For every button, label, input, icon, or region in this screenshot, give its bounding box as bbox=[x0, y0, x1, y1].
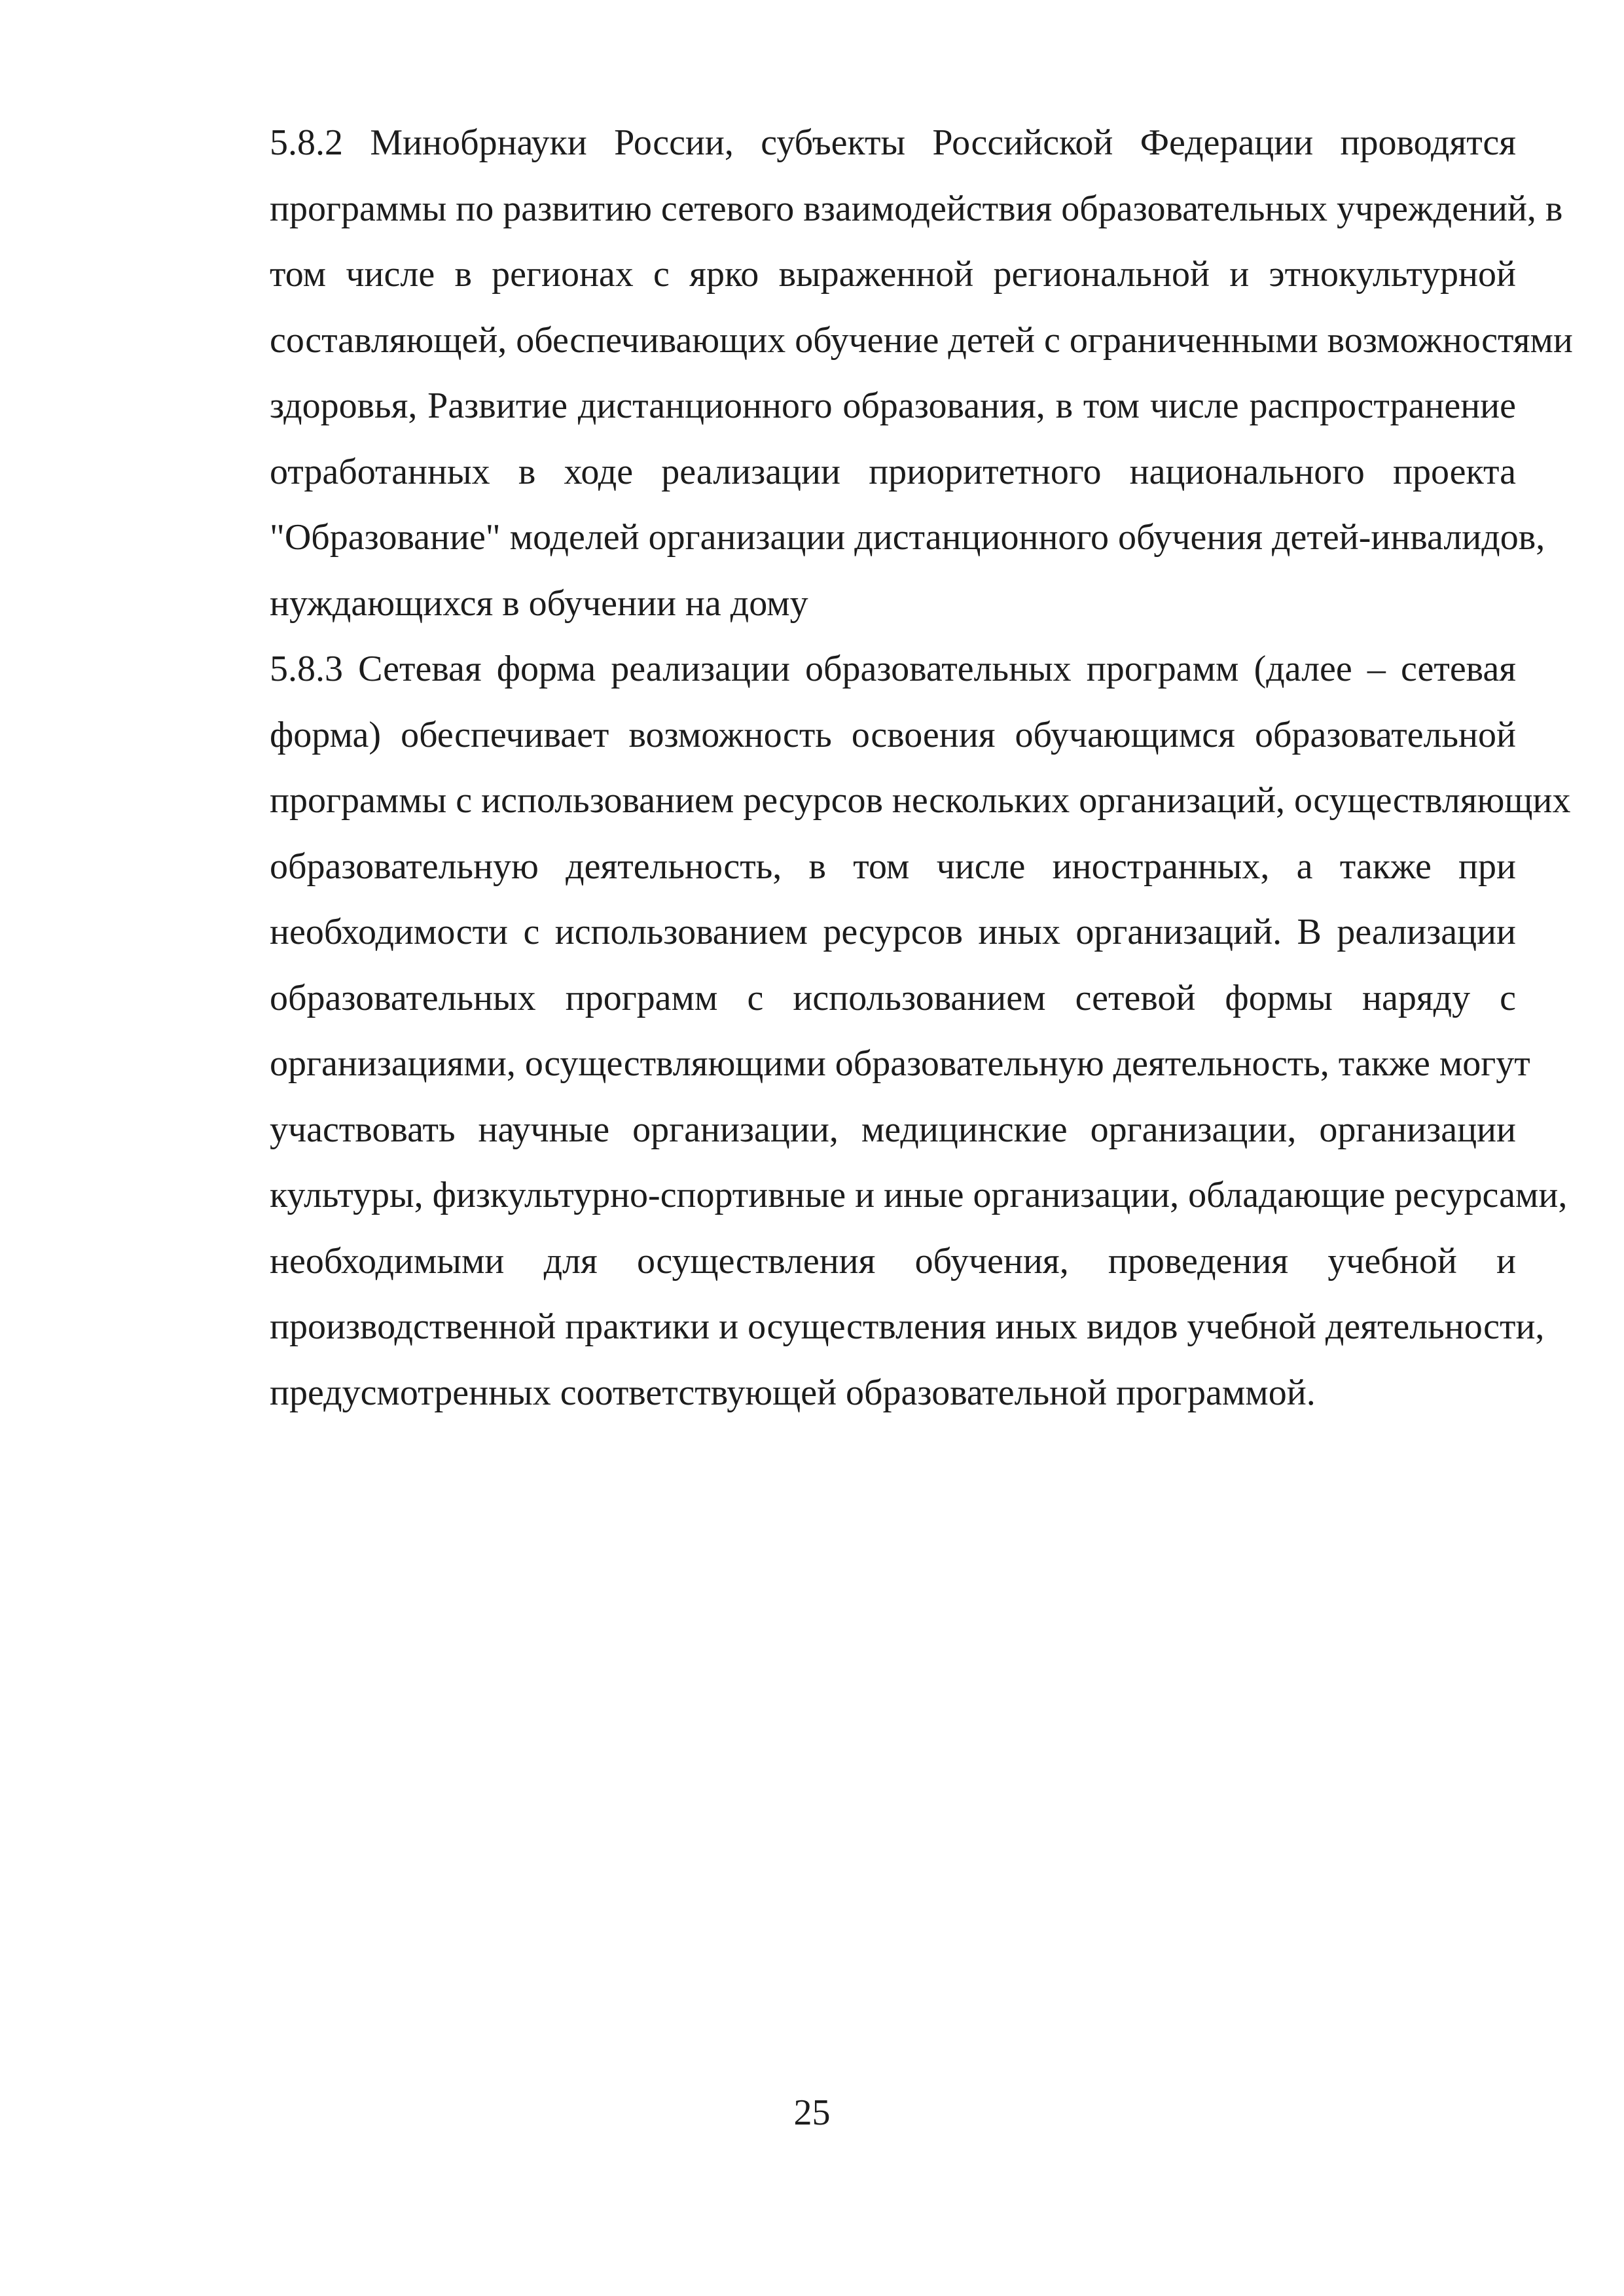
document-body bbox=[154, 110, 1573, 1426]
text-line: том числе в регионах с ярко выраженной региональной и этнокультурной bbox=[270, 254, 1516, 295]
text-line: производственной практики и осуществления иных видов учебной деятельности, bbox=[270, 1306, 1545, 1347]
text-line: предусмотренных соответствующей образовательной программой. bbox=[270, 1372, 1316, 1413]
text-line: форма) обеспечивает возможность освоения обучающимся образовательной bbox=[270, 714, 1516, 755]
text-line: 5.8.3 Сетевая форма реализации образовательных программ (далее – сетевая bbox=[270, 649, 1516, 689]
text-line: участвовать научные организации, медицинские организации, организации bbox=[270, 1109, 1516, 1150]
text-line: программы по развитию сетевого взаимодействия образовательных учреждений, в bbox=[270, 188, 1563, 229]
text-line: нуждающихся в обучении на дому bbox=[270, 583, 808, 624]
text-line: составляющей, обеспечивающих обучение детей с ограниченными возможностями bbox=[270, 319, 1573, 361]
text-line: культуры, физкультурно-спортивные и иные организации, обладающие ресурсами, bbox=[270, 1175, 1568, 1215]
paragraph-5-8-3 bbox=[154, 636, 1571, 1426]
paragraph-5-8-2 bbox=[154, 110, 1573, 636]
text-line: организациями, осуществляющими образовательную деятельность, также могут bbox=[270, 1043, 1530, 1084]
text-line: необходимыми для осуществления обучения, проведения учебной и bbox=[270, 1240, 1516, 1282]
text-line: здоровья, Развитие дистанционного образования, в том числе распространение bbox=[270, 386, 1516, 426]
text-line: образовательную деятельность, в том числе иностранных, а также при bbox=[270, 846, 1516, 887]
text-line: отработанных в ходе реализации приоритетного национального проекта bbox=[270, 451, 1516, 492]
page-number: 25 bbox=[793, 2092, 831, 2133]
text-line: "Образование" моделей организации дистанционного обучения детей-инвалидов, bbox=[270, 517, 1545, 558]
text-line: необходимости с использованием ресурсов иных организаций. В реализации bbox=[270, 912, 1516, 952]
text-line: образовательных программ с использованием сетевой формы наряду с bbox=[270, 977, 1516, 1018]
text-line: программы с использованием ресурсов нескольких организаций, осуществляющих bbox=[270, 780, 1571, 821]
text-line: 5.8.2 Минобрнауки России, субъекты Российской Федерации проводятся bbox=[270, 122, 1516, 163]
